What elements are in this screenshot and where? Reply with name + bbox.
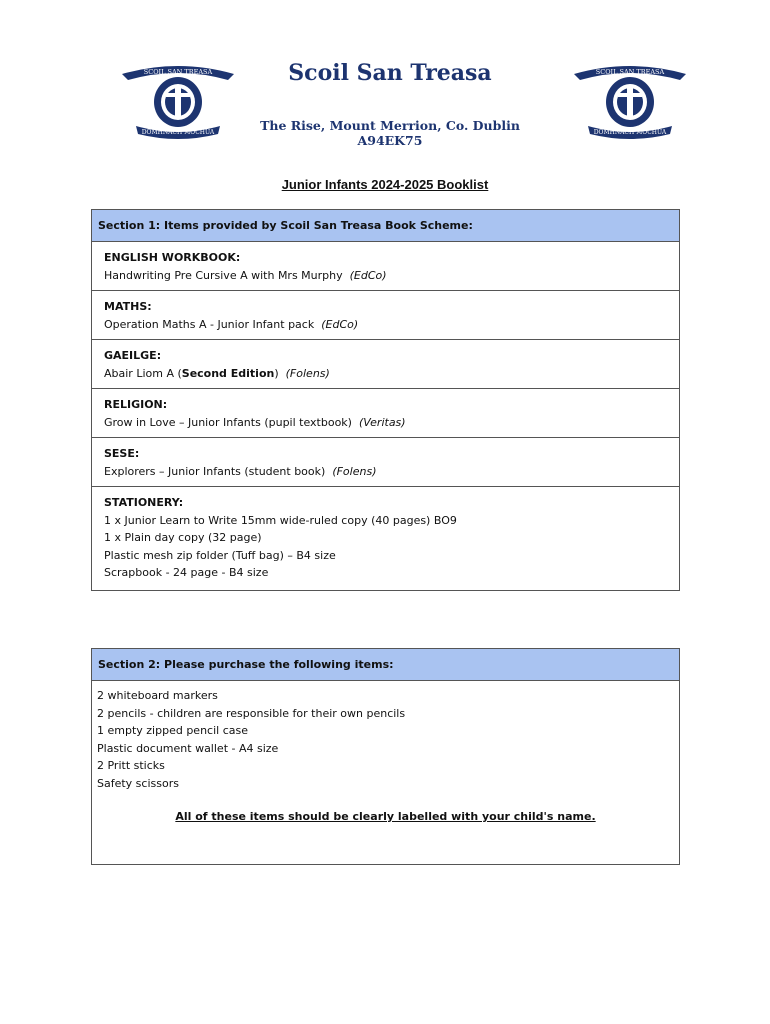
crest-bottom-text: DOMHNACH MOCHUA: [141, 129, 215, 136]
list-item: 2 pencils - children are responsible for their own pencils: [97, 706, 406, 720]
subject-item: [104, 414, 667, 432]
booklist-title: Junior Infants 2024-2025 Booklist: [281, 177, 489, 192]
book-title: Abair Liom A (: [104, 366, 182, 380]
subject-item: [104, 365, 667, 383]
crest-top-text: SCOIL SAN TREASA: [143, 68, 213, 76]
section-2-table: [91, 648, 680, 865]
list-item: Scrapbook - 24 page - B4 size: [104, 566, 269, 579]
crest-bottom-text: DOMHNACH MOCHUA: [593, 129, 667, 136]
subject-item: [104, 267, 667, 285]
subject-label: GAEILGE:: [104, 349, 162, 362]
subject-label: SESE:: [104, 447, 140, 460]
list-item: 1 x Junior Learn to Write 15mm wide-ruled copy (40 pages) BO9: [104, 513, 457, 527]
publisher: (EdCo): [349, 268, 387, 282]
crest-top-text: SCOIL SAN TREASA: [595, 68, 665, 76]
list-item: 1 empty zipped pencil case: [97, 724, 248, 737]
publisher: (Folens): [285, 366, 330, 380]
publisher: (Folens): [332, 464, 377, 478]
publisher: (Veritas): [358, 415, 406, 429]
list-item: 2 Pritt sticks: [97, 759, 165, 772]
book-title-suffix: ): [274, 366, 279, 380]
list-item: 1 x Plain day copy (32 page): [104, 531, 262, 544]
labelling-notice: All of these items should be clearly labelled with your child's name.: [175, 810, 596, 823]
subject-religion: [92, 389, 679, 438]
subject-stationery: [92, 487, 679, 588]
school-address: The Rise, Mount Merrion, Co. Dublin A94EK75: [260, 118, 520, 148]
school-name: Scoil San Treasa: [288, 60, 492, 86]
list-item: Plastic mesh zip folder (Tuff bag) – B4 size: [104, 548, 336, 562]
subject-sese: [92, 438, 679, 487]
subject-english: [92, 242, 679, 291]
list-item: 2 whiteboard markers: [97, 689, 218, 702]
purchase-list: [92, 681, 679, 832]
section-1-heading: Section 1: Items provided by Scoil San Treasa Book Scheme:: [92, 210, 679, 242]
subject-maths: [92, 291, 679, 340]
book-title: Explorers – Junior Infants (student book): [104, 464, 326, 478]
letterhead: [0, 0, 770, 150]
school-crest-left: [118, 60, 238, 140]
subject-item: [104, 316, 667, 334]
subject-label: RELIGION:: [104, 398, 168, 411]
subject-label: STATIONERY:: [104, 496, 184, 509]
subject-label: MATHS:: [104, 300, 152, 313]
section-1-table: [91, 209, 680, 591]
list-item: Plastic document wallet - A4 size: [97, 741, 279, 755]
section-2-heading: Section 2: Please purchase the following items:: [92, 649, 679, 681]
edition-label: Second Edition: [181, 366, 275, 380]
publisher: (EdCo): [321, 317, 359, 331]
school-crest-right: [570, 60, 690, 140]
book-title: Operation Maths A - Junior Infant pack: [104, 317, 315, 331]
list-item: Safety scissors: [97, 776, 179, 790]
subject-label: ENGLISH WORKBOOK:: [104, 251, 241, 264]
subject-item: [104, 463, 667, 481]
book-title: Grow in Love – Junior Infants (pupil textbook): [104, 415, 352, 429]
book-title: Handwriting Pre Cursive A with Mrs Murphy: [104, 268, 343, 282]
subject-gaeilge: [92, 340, 679, 389]
